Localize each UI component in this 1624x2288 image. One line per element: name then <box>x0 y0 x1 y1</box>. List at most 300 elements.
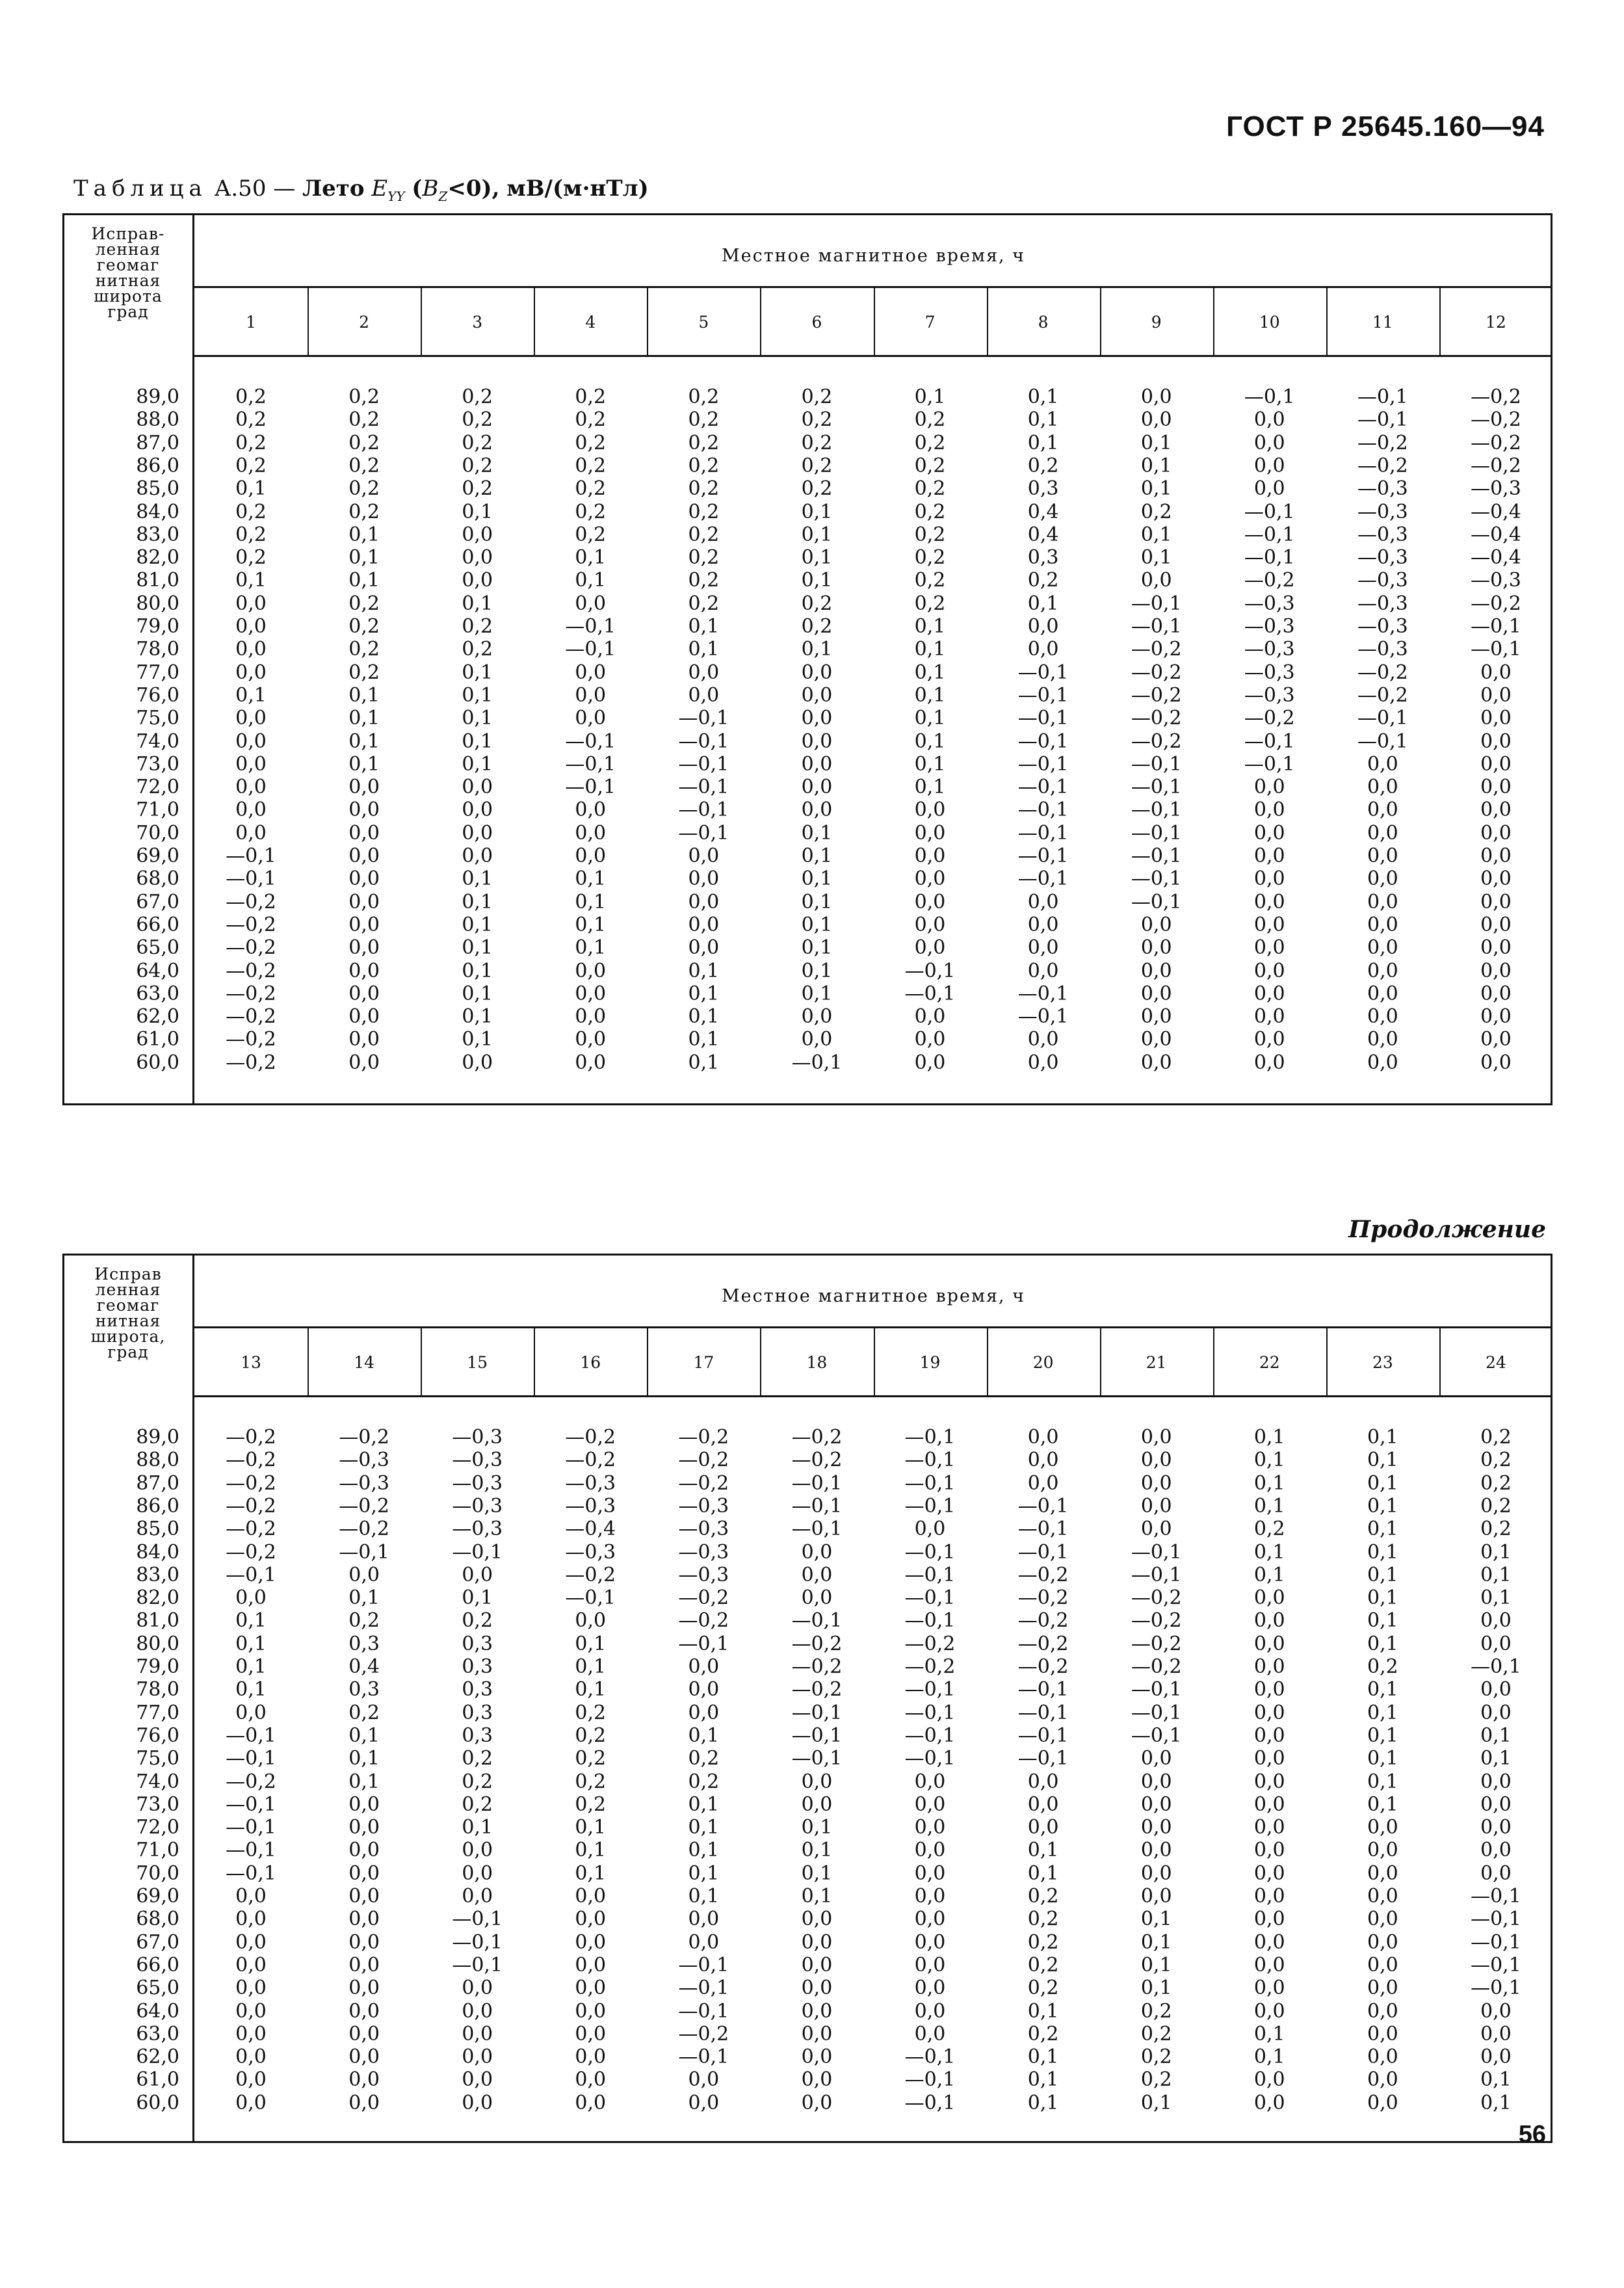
table-cell: —0,1 <box>1017 730 1069 753</box>
table-cell: 0,1 <box>462 1586 493 1610</box>
table-cell: 0,2 <box>575 523 607 546</box>
column-hour: 3 <box>472 313 483 332</box>
table-cell: 0,1 <box>235 1609 267 1633</box>
column-header <box>760 288 873 355</box>
table-cell: 0,0 <box>1140 1471 1172 1495</box>
table-cell: 0,1 <box>1367 1632 1398 1655</box>
table-cell: —0,1 <box>1244 546 1295 570</box>
table-cell: 0,0 <box>1140 1518 1172 1541</box>
table-cell: 0,0 <box>1140 1770 1172 1793</box>
table-cell: —0,1 <box>1131 845 1182 867</box>
table-cell: 0,1 <box>1027 1999 1059 2023</box>
table-cell: 0,3 <box>462 1655 493 1678</box>
table-cell: 0,1 <box>688 1793 720 1816</box>
latitude-cell: 82,0 <box>136 546 179 570</box>
table-cell: —0,1 <box>904 1494 956 1518</box>
table-cell: 0,0 <box>1253 959 1285 982</box>
table-cell: 0,1 <box>348 569 380 592</box>
table-cell: 0,2 <box>348 386 380 408</box>
table-cell: 0,0 <box>462 523 493 546</box>
table-cell: —0,3 <box>565 1540 616 1564</box>
table-cell: —0,2 <box>1131 661 1182 684</box>
table-cell: 0,2 <box>914 477 946 501</box>
row-header-line: Исправ- <box>91 224 165 243</box>
latitude-cell: 66,0 <box>136 1953 179 1977</box>
latitude-cell: 73,0 <box>136 1793 179 1816</box>
table-cell: 0,1 <box>1367 1540 1398 1564</box>
table-cell: 0,2 <box>914 431 946 454</box>
table-cell: 0,1 <box>348 683 380 707</box>
table-cell: 0,2 <box>801 477 833 501</box>
table-cell: 0,1 <box>462 500 493 523</box>
latitude-cell: 67,0 <box>136 890 179 914</box>
table-cell: 0,0 <box>914 890 946 914</box>
table-cell: 0,0 <box>1027 638 1059 661</box>
table-cell: 0,2 <box>1140 2068 1172 2092</box>
table-cell: 0,0 <box>1027 1449 1059 1472</box>
latitude-cell: 85,0 <box>136 1518 179 1541</box>
table-cell: 0,0 <box>235 752 267 776</box>
rule-hdr-line <box>192 1395 1552 1397</box>
column-hour: 10 <box>1259 313 1280 332</box>
table-cell: 0,1 <box>1140 454 1172 477</box>
table-cell: 0,0 <box>1253 1816 1285 1839</box>
table-cell: —0,1 <box>904 1701 956 1724</box>
latitude-cell: 60,0 <box>136 1051 179 1074</box>
table-cell: 0,1 <box>1027 408 1059 432</box>
table-cell: 0,0 <box>688 1655 720 1678</box>
table-cell: —0,3 <box>1357 569 1408 592</box>
latitude-cell: 76,0 <box>136 1724 179 1747</box>
table-cell: 0,0 <box>348 1885 380 1908</box>
table-cell: 0,3 <box>1027 546 1059 570</box>
column-header <box>1326 288 1439 355</box>
caption-table-word: Таблица <box>73 176 207 202</box>
table-cell: 0,1 <box>914 776 946 799</box>
table-cell: 0,0 <box>1480 730 1512 753</box>
table-cell: —0,2 <box>1017 1563 1069 1586</box>
table-cell: —0,1 <box>791 1471 843 1495</box>
table-cell: 0,0 <box>914 1028 946 1051</box>
table-cell: 0,0 <box>688 1701 720 1724</box>
table-cell: 0,2 <box>1480 1449 1512 1472</box>
table-cell: 0,0 <box>575 1930 607 1954</box>
table-cell: 0,2 <box>462 1770 493 1793</box>
table-cell: —0,3 <box>1357 546 1408 570</box>
column-hour: 18 <box>806 1353 828 1372</box>
table-cell: 0,0 <box>1253 1953 1285 1977</box>
table-cell: 0,0 <box>1367 982 1398 1005</box>
table-cell: 0,2 <box>575 1793 607 1816</box>
table-cell: 0,2 <box>348 1701 380 1724</box>
table-cell: —0,1 <box>1017 1494 1069 1518</box>
column-hour: 6 <box>811 313 822 332</box>
table-cell: 0,2 <box>462 1747 493 1770</box>
table-cell: 0,1 <box>575 1655 607 1678</box>
table-cell: 0,0 <box>801 1005 833 1029</box>
table-cell: 0,2 <box>348 500 380 523</box>
table-cell: —0,1 <box>565 1586 616 1610</box>
table-cell: —0,1 <box>1131 821 1182 845</box>
table-part-1 <box>62 213 1552 1105</box>
table-cell: 0,0 <box>348 1793 380 1816</box>
table-cell: 0,0 <box>1367 2045 1398 2069</box>
table-cell: 0,1 <box>688 1816 720 1839</box>
latitude-cell: 81,0 <box>136 1609 179 1633</box>
table-cell: 0,0 <box>1253 1051 1285 1074</box>
table-cell: 0,1 <box>348 1724 380 1747</box>
table-cell: 0,1 <box>801 890 833 914</box>
table-cell: 0,4 <box>348 1655 380 1678</box>
latitude-cell: 83,0 <box>136 1563 179 1586</box>
table-cell: 0,0 <box>801 798 833 822</box>
table-cell: 0,0 <box>1367 2068 1398 2092</box>
table-cell: 0,2 <box>348 454 380 477</box>
latitude-cell: 62,0 <box>136 1005 179 1029</box>
table-cell: —0,2 <box>1131 730 1182 753</box>
latitude-cell: 87,0 <box>136 431 179 454</box>
column-hour: 22 <box>1259 1353 1280 1372</box>
table-cell: 0,1 <box>462 752 493 776</box>
table-cell: —0,1 <box>1131 592 1182 615</box>
caption-units: мВ/(м·нТл) <box>506 176 649 202</box>
table-cell: 0,1 <box>1253 1449 1285 1472</box>
latitude-cell: 88,0 <box>136 1449 179 1472</box>
table-cell: 0,2 <box>688 477 720 501</box>
table-cell: 0,0 <box>1253 1930 1285 1954</box>
column-header <box>1326 1328 1439 1395</box>
table-cell: 0,1 <box>1027 2045 1059 2069</box>
table-cell: 0,1 <box>914 707 946 730</box>
table-cell: 0,0 <box>1367 936 1398 960</box>
table-cell: 0,0 <box>1367 1051 1398 1074</box>
table-cell: —0,1 <box>904 1426 956 1449</box>
table-cell: 0,0 <box>575 661 607 684</box>
table-cell: —0,2 <box>226 1471 276 1495</box>
table-cell: 0,1 <box>1253 2045 1285 2069</box>
table-cell: 0,2 <box>688 546 720 570</box>
table-cell: 0,1 <box>1027 592 1059 615</box>
table-cell: 0,0 <box>914 1005 946 1029</box>
table-cell: 0,2 <box>801 615 833 638</box>
table-cell: 0,2 <box>1367 1655 1398 1678</box>
table-cell: —0,2 <box>678 1471 729 1495</box>
table-cell: 0,0 <box>1480 1678 1512 1702</box>
caption-table-number: А.50 <box>214 176 267 202</box>
row-header-line: град <box>107 302 149 321</box>
table-cell: 0,0 <box>1367 913 1398 936</box>
table-cell: 0,2 <box>1027 1953 1059 1977</box>
table-cell: 0,0 <box>1367 1999 1398 2023</box>
table-cell: —0,1 <box>565 730 616 753</box>
table-cell: —0,2 <box>791 1632 843 1655</box>
table-cell: 0,1 <box>914 752 946 776</box>
rule-leftline <box>62 1254 64 2143</box>
table-cell: 0,1 <box>462 683 493 707</box>
table-cell: —0,1 <box>1471 1908 1521 1931</box>
table-cell: 0,0 <box>1027 1028 1059 1051</box>
table-cell: 0,0 <box>1480 821 1512 845</box>
table-cell: —0,2 <box>678 2022 729 2045</box>
column-header <box>194 1328 308 1395</box>
table-cell: 0,0 <box>1480 1005 1512 1029</box>
column-hour: 7 <box>924 313 936 332</box>
table-cell: 0,0 <box>575 1028 607 1051</box>
table-cell: 0,0 <box>348 1563 380 1586</box>
table-cell: —0,3 <box>678 1540 729 1564</box>
table-cell: 0,2 <box>348 431 380 454</box>
caption-dash: — <box>273 176 296 202</box>
table-cell: 0,1 <box>235 1655 267 1678</box>
table-cell: —0,2 <box>226 1540 276 1564</box>
latitude-cell: 78,0 <box>136 1678 179 1702</box>
table-cell: —0,1 <box>904 2045 956 2069</box>
table-cell: 0,3 <box>348 1678 380 1702</box>
table-cell: —0,3 <box>678 1494 729 1518</box>
table-cell: —0,3 <box>339 1449 389 1472</box>
table-cell: 0,1 <box>575 546 607 570</box>
table-cell: —0,2 <box>1131 1586 1182 1610</box>
table-cell: —0,1 <box>904 2091 956 2114</box>
table-cell: 0,1 <box>1480 1563 1512 1586</box>
table-cell: 0,0 <box>1480 2045 1512 2069</box>
table-cell: —0,2 <box>226 890 276 914</box>
table-cell: 0,0 <box>1367 959 1398 982</box>
table-cell: 0,0 <box>1140 569 1172 592</box>
table-cell: —0,1 <box>1131 890 1182 914</box>
column-header <box>987 288 1100 355</box>
table-cell: —0,1 <box>1017 1701 1069 1724</box>
table-cell: 0,2 <box>801 386 833 408</box>
rule-topline <box>62 213 1552 215</box>
table-cell: 0,0 <box>575 592 607 615</box>
table-cell: 0,0 <box>348 2091 380 2114</box>
column-hour: 21 <box>1146 1353 1167 1372</box>
table-cell: 0,2 <box>688 431 720 454</box>
table-cell: 0,0 <box>1480 913 1512 936</box>
table-cell: 0,2 <box>801 408 833 432</box>
latitude-cell: 63,0 <box>136 2022 179 2045</box>
table-cell: 0,2 <box>575 1724 607 1747</box>
table-cell: —0,1 <box>904 1609 956 1633</box>
table-cell: —0,1 <box>791 1724 843 1747</box>
table-cell: —0,1 <box>1244 386 1295 408</box>
table-cell: 0,2 <box>914 408 946 432</box>
latitude-cell: 74,0 <box>136 730 179 753</box>
table-cell: 0,0 <box>1480 776 1512 799</box>
table-cell: 0,1 <box>801 569 833 592</box>
table-cell: 0,0 <box>1480 1632 1512 1655</box>
table-cell: —0,1 <box>678 821 729 845</box>
table-cell: 0,1 <box>801 982 833 1005</box>
table-cell: —0,1 <box>791 1701 843 1724</box>
table-cell: 0,2 <box>575 1701 607 1724</box>
table-cell: 0,2 <box>575 1770 607 1793</box>
latitude-cell: 70,0 <box>136 821 179 845</box>
column-header <box>760 1328 873 1395</box>
table-cell: 0,0 <box>1480 661 1512 684</box>
table-cell: 0,0 <box>235 2068 267 2092</box>
table-cell: 0,0 <box>1367 798 1398 822</box>
table-cell: 0,0 <box>801 1540 833 1564</box>
table-cell: 0,0 <box>1253 1977 1285 2000</box>
table-cell: 0,1 <box>1367 1747 1398 1770</box>
table-cell: 0,0 <box>348 1861 380 1885</box>
table-cell: —0,1 <box>791 1494 843 1518</box>
table-cell: 0,0 <box>575 959 607 982</box>
column-hour: 15 <box>467 1353 488 1372</box>
table-cell: 0,2 <box>462 1609 493 1633</box>
table-cell: 0,0 <box>1480 1770 1512 1793</box>
table-cell: 0,2 <box>1140 500 1172 523</box>
table-cell: —0,3 <box>678 1563 729 1586</box>
table-cell: —0,2 <box>565 1426 616 1449</box>
table-cell: 0,0 <box>1367 1977 1398 2000</box>
table-cell: 0,0 <box>688 2091 720 2114</box>
table-cell: —0,1 <box>1017 867 1069 891</box>
latitude-cell: 71,0 <box>136 1839 179 1862</box>
table-cell: 0,1 <box>1027 431 1059 454</box>
table-cell: 0,0 <box>462 569 493 592</box>
table-cell: 0,1 <box>462 592 493 615</box>
table-cell: 0,0 <box>914 1885 946 1908</box>
column-hour: 19 <box>919 1353 941 1372</box>
latitude-cell: 71,0 <box>136 798 179 822</box>
table-cell: —0,2 <box>1357 454 1408 477</box>
table-cell: 0,2 <box>575 1747 607 1770</box>
row-header-line: широта <box>94 287 163 306</box>
table-cell: 0,0 <box>688 661 720 684</box>
table-cell: 0,0 <box>1140 1494 1172 1518</box>
table-cell: 0,0 <box>1367 752 1398 776</box>
table-cell: 0,2 <box>688 523 720 546</box>
table-cell: 0,0 <box>1253 798 1285 822</box>
table-cell: 0,0 <box>235 776 267 799</box>
table-cell: 0,1 <box>688 1861 720 1885</box>
table-cell: 0,0 <box>348 1028 380 1051</box>
latitude-cell: 65,0 <box>136 936 179 960</box>
table-cell: —0,1 <box>904 1678 956 1702</box>
table-cell: —0,3 <box>1244 638 1295 661</box>
table-cell: 0,0 <box>348 982 380 1005</box>
table-cell: 0,0 <box>575 2045 607 2069</box>
table-cell: 0,0 <box>1140 913 1172 936</box>
table-cell: 0,1 <box>1253 1471 1285 1495</box>
table-cell: 0,0 <box>1367 1930 1398 1954</box>
table-cell: 0,2 <box>462 615 493 638</box>
table-cell: 0,0 <box>1140 1747 1172 1770</box>
table-cell: —0,2 <box>339 1518 389 1541</box>
table-cell: —0,2 <box>1017 1586 1069 1610</box>
table-cell: 0,0 <box>235 1885 267 1908</box>
table-cell: 0,2 <box>1027 454 1059 477</box>
table-cell: 0,0 <box>1367 1885 1398 1908</box>
table-cell: —0,1 <box>904 1747 956 1770</box>
table-cell: —0,3 <box>1471 477 1521 501</box>
caption-condition-open: ( <box>412 176 423 202</box>
table-cell: 0,2 <box>235 431 267 454</box>
latitude-cell: 82,0 <box>136 1586 179 1610</box>
table-cell: 0,1 <box>1027 386 1059 408</box>
table-cell: —0,1 <box>791 1518 843 1541</box>
table-cell: 0,0 <box>801 2022 833 2045</box>
table-cell: 0,0 <box>914 1518 946 1541</box>
table-cell: 0,0 <box>801 1586 833 1610</box>
table-cell: 0,1 <box>688 1005 720 1029</box>
table-cell: —0,1 <box>904 1563 956 1586</box>
table-cell: 0,0 <box>1480 1999 1512 2023</box>
table-cell: 0,1 <box>1027 1861 1059 1885</box>
table-cell: —0,1 <box>1131 776 1182 799</box>
table-cell: 0,0 <box>235 1930 267 1954</box>
table-cell: 0,2 <box>235 408 267 432</box>
table-cell: —0,3 <box>565 1471 616 1495</box>
table-cell: —0,3 <box>1244 661 1295 684</box>
table-cell: 0,0 <box>575 1005 607 1029</box>
table-cell: 0,1 <box>914 386 946 408</box>
table-cell: 0,1 <box>462 959 493 982</box>
table-cell: 0,0 <box>575 683 607 707</box>
latitude-cell: 79,0 <box>136 615 179 638</box>
table-cell: 0,2 <box>688 592 720 615</box>
table-cell: 0,2 <box>235 546 267 570</box>
latitude-cell: 76,0 <box>136 683 179 707</box>
table-cell: 0,0 <box>1367 2022 1398 2045</box>
table-cell: —0,2 <box>226 1426 276 1449</box>
table-cell: 0,0 <box>1253 821 1285 845</box>
table-cell: 0,0 <box>235 638 267 661</box>
latitude-cell: 69,0 <box>136 1885 179 1908</box>
standard-code: ГОСТ Р 25645.160—94 <box>1226 111 1545 142</box>
table-cell: 0,0 <box>914 867 946 891</box>
table-cell: —0,1 <box>904 982 956 1005</box>
latitude-cell: 77,0 <box>136 661 179 684</box>
table-cell: 0,0 <box>348 1930 380 1954</box>
table-cell: 0,1 <box>575 1678 607 1702</box>
table-cell: 0,3 <box>462 1678 493 1702</box>
table-cell: 0,0 <box>1140 959 1172 982</box>
column-hour: 8 <box>1038 313 1049 332</box>
rule-leftline <box>62 213 64 1105</box>
table-cell: —0,1 <box>678 1632 729 1655</box>
table-cell: 0,0 <box>462 2045 493 2069</box>
table-cell: 0,0 <box>1253 776 1285 799</box>
table-cell: —0,2 <box>226 982 276 1005</box>
column-header <box>308 288 421 355</box>
table-cell: 0,1 <box>575 867 607 891</box>
table-cell: —0,3 <box>1357 477 1408 501</box>
latitude-cell: 68,0 <box>136 1908 179 1931</box>
table-cell: —0,2 <box>791 1449 843 1472</box>
table-cell: —0,1 <box>452 1540 503 1564</box>
table-cell: —0,2 <box>791 1655 843 1678</box>
table-cell: 0,0 <box>1027 1793 1059 1816</box>
table-cell: 0,0 <box>1253 1793 1285 1816</box>
table-cell: 0,0 <box>575 1953 607 1977</box>
table-cell: 0,0 <box>801 1028 833 1051</box>
table-cell: —0,3 <box>452 1518 503 1541</box>
table-cell: 0,0 <box>801 1793 833 1816</box>
table-cell: 0,0 <box>575 1999 607 2023</box>
table-cell: 0,1 <box>1140 1953 1172 1977</box>
table-cell: 0,0 <box>235 1586 267 1610</box>
table-cell: 0,2 <box>462 386 493 408</box>
table-cell: 0,1 <box>1253 1426 1285 1449</box>
table-cell: —0,3 <box>1357 615 1408 638</box>
table-cell: 0,0 <box>914 913 946 936</box>
table-cell: 0,2 <box>462 454 493 477</box>
table-cell: 0,1 <box>688 615 720 638</box>
